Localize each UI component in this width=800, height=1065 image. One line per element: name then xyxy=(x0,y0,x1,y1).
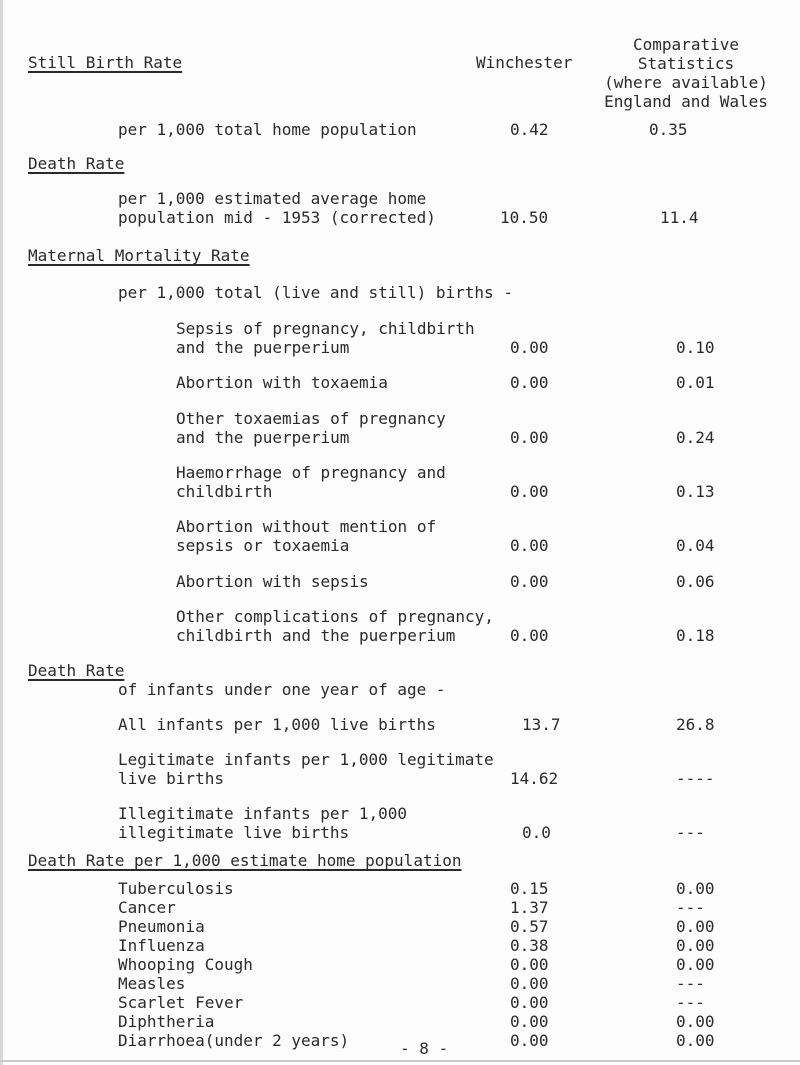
cause-label: Measles xyxy=(118,974,186,993)
still-birth-england: 0.35 xyxy=(649,120,688,139)
death-rate-england: 11.4 xyxy=(660,208,699,227)
death-rate-label-line2: population mid - 1953 (corrected) xyxy=(118,208,436,227)
infant-death-rate-heading: Death Rate xyxy=(28,661,125,680)
maternal-row-label: and the puerperium xyxy=(176,428,350,447)
page-number: - 8 - xyxy=(400,1039,449,1058)
cause-label: Cancer xyxy=(118,898,176,917)
maternal-row-winchester: 0.00 xyxy=(510,482,549,501)
cause-england: 0.00 xyxy=(676,955,715,974)
death-rate-label-line1: per 1,000 estimated average home xyxy=(118,189,427,208)
death-rate-heading: Death Rate xyxy=(28,154,125,173)
page-edge xyxy=(0,0,3,1065)
cause-england: --- xyxy=(676,898,705,917)
cause-winchester: 0.57 xyxy=(510,917,549,936)
still-birth-label: per 1,000 total home population xyxy=(118,120,417,139)
comparative-header-2: Statistics xyxy=(637,54,735,73)
maternal-row-label: sepsis or toxaemia xyxy=(176,536,350,555)
infant-row-label: live births xyxy=(118,769,224,788)
cause-label: Diarrhoea(under 2 years) xyxy=(118,1031,350,1050)
maternal-row-winchester: 0.00 xyxy=(510,373,549,392)
maternal-row-label: Other complications of pregnancy, xyxy=(176,607,494,626)
maternal-row-winchester: 0.00 xyxy=(510,338,549,357)
cause-winchester: 0.00 xyxy=(510,993,549,1012)
cause-england: 0.00 xyxy=(676,936,715,955)
infant-row-england: ---- xyxy=(676,769,715,788)
cause-winchester: 0.00 xyxy=(510,1012,549,1031)
maternal-row-label: childbirth xyxy=(176,482,273,501)
cause-england: 0.00 xyxy=(676,1012,715,1031)
infant-row-winchester: 0.0 xyxy=(522,823,551,842)
maternal-row-england: 0.04 xyxy=(676,536,715,555)
cause-label: Tuberculosis xyxy=(118,879,234,898)
cause-england: 0.00 xyxy=(676,917,715,936)
infant-row-england: --- xyxy=(676,823,705,842)
winchester-column-header: Winchester xyxy=(476,53,573,72)
maternal-row-england: 0.06 xyxy=(676,572,715,591)
cause-winchester: 0.00 xyxy=(510,1031,549,1050)
cause-winchester: 0.38 xyxy=(510,936,549,955)
infant-row-england: 26.8 xyxy=(676,715,715,734)
causes-heading: Death Rate per 1,000 estimate home population xyxy=(28,851,462,870)
maternal-row-england: 0.18 xyxy=(676,626,715,645)
page-bottom-edge xyxy=(0,1060,800,1062)
cause-label: Pneumonia xyxy=(118,917,205,936)
maternal-row-label: Haemorrhage of pregnancy and xyxy=(176,463,446,482)
maternal-row-england: 0.13 xyxy=(676,482,715,501)
maternal-row-england: 0.01 xyxy=(676,373,715,392)
infant-row-winchester: 13.7 xyxy=(522,715,561,734)
maternal-row-winchester: 0.00 xyxy=(510,572,549,591)
cause-winchester: 1.37 xyxy=(510,898,549,917)
maternal-row-winchester: 0.00 xyxy=(510,626,549,645)
cause-winchester: 0.15 xyxy=(510,879,549,898)
comparative-header-3: (where available) xyxy=(604,73,768,92)
cause-label: Diphtheria xyxy=(118,1012,215,1031)
maternal-row-england: 0.10 xyxy=(676,338,715,357)
maternal-row-winchester: 0.00 xyxy=(510,536,549,555)
maternal-row-label: Abortion without mention of xyxy=(176,517,437,536)
still-birth-winchester: 0.42 xyxy=(510,120,549,139)
maternal-subheading: per 1,000 total (live and still) births - xyxy=(118,283,513,302)
cause-england: 0.00 xyxy=(676,879,715,898)
death-rate-winchester: 10.50 xyxy=(500,208,549,227)
still-birth-rate-heading: Still Birth Rate xyxy=(28,53,183,72)
cause-label: Influenza xyxy=(118,936,205,955)
maternal-row-label: childbirth and the puerperium xyxy=(176,626,456,645)
cause-label: Scarlet Fever xyxy=(118,993,244,1012)
maternal-row-label: Abortion with toxaemia xyxy=(176,373,388,392)
infant-row-label: Illegitimate infants per 1,000 xyxy=(118,804,407,823)
maternal-row-england: 0.24 xyxy=(676,428,715,447)
infant-row-label: All infants per 1,000 live births xyxy=(118,715,436,734)
cause-england: 0.00 xyxy=(676,1031,715,1050)
cause-england: --- xyxy=(676,974,705,993)
cause-winchester: 0.00 xyxy=(510,955,549,974)
maternal-row-label: Sepsis of pregnancy, childbirth xyxy=(176,319,475,338)
cause-label: Whooping Cough xyxy=(118,955,253,974)
maternal-row-label: and the puerperium xyxy=(176,338,350,357)
maternal-row-label: Abortion with sepsis xyxy=(176,572,369,591)
infant-row-label: illegitimate live births xyxy=(118,823,350,842)
cause-winchester: 0.00 xyxy=(510,974,549,993)
infant-row-label: Legitimate infants per 1,000 legitimate xyxy=(118,750,494,769)
infant-subheading: of infants under one year of age - xyxy=(118,680,446,699)
maternal-row-label: Other toxaemias of pregnancy xyxy=(176,409,446,428)
comparative-header-4: England and Wales xyxy=(604,92,768,111)
cause-england: --- xyxy=(676,993,705,1012)
maternal-mortality-heading: Maternal Mortality Rate xyxy=(28,246,250,265)
maternal-row-winchester: 0.00 xyxy=(510,428,549,447)
infant-row-winchester: 14.62 xyxy=(510,769,559,788)
comparative-header-1: Comparative xyxy=(633,35,739,54)
